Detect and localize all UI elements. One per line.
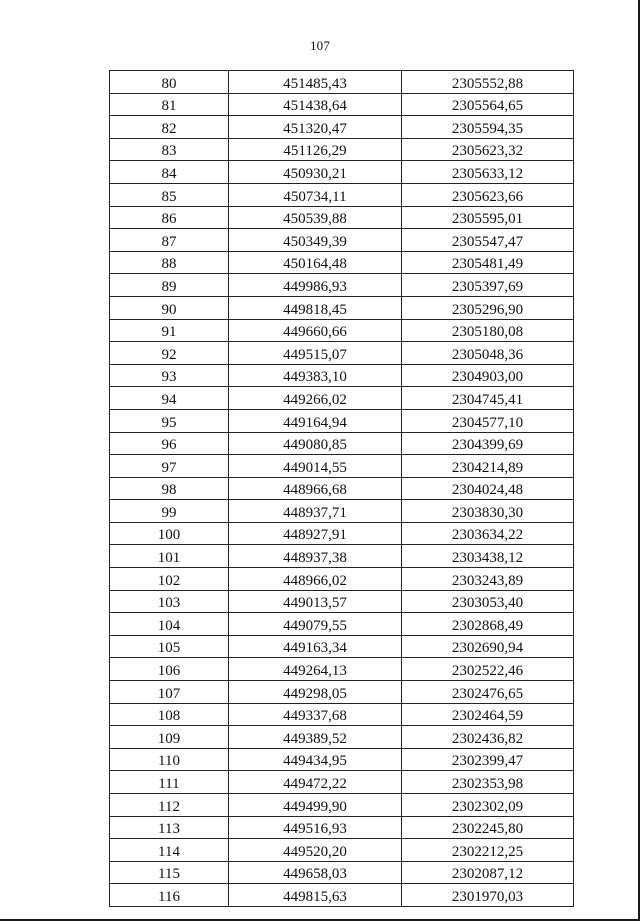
point-number-cell: 83 [110,138,229,161]
coordinate-x-cell: 451320,47 [229,116,402,139]
table-row [110,116,574,139]
coordinate-x-cell: 450734,11 [229,183,402,206]
table-row [110,658,574,681]
coordinate-y-cell: 2305552,88 [402,71,574,94]
table-row [110,229,574,252]
table-row [110,500,574,523]
coordinate-y-cell: 2305623,32 [402,138,574,161]
table-row [110,455,574,478]
coordinate-x-cell: 450349,39 [229,229,402,252]
point-number-cell: 87 [110,229,229,252]
point-number-cell: 81 [110,93,229,116]
coordinate-y-cell: 2302353,98 [402,771,574,794]
coordinate-y-cell: 2305048,36 [402,342,574,365]
coordinate-y-cell: 2304214,89 [402,455,574,478]
coordinate-x-cell: 448937,38 [229,545,402,568]
point-number-cell: 100 [110,522,229,545]
table-row [110,251,574,274]
point-number-cell: 96 [110,432,229,455]
point-number-cell: 112 [110,794,229,817]
table-row [110,296,574,319]
coordinate-y-cell: 2305623,66 [402,183,574,206]
point-number-cell: 110 [110,748,229,771]
coordinate-x-cell: 449079,55 [229,613,402,636]
coordinate-y-cell: 2304024,48 [402,477,574,500]
coordinate-y-cell: 2302087,12 [402,861,574,884]
point-number-cell: 115 [110,861,229,884]
coordinate-y-cell: 2305595,01 [402,206,574,229]
page-number: 107 [309,38,331,53]
point-number-cell: 113 [110,816,229,839]
coordinate-x-cell: 450930,21 [229,161,402,184]
table-row [110,635,574,658]
point-number-cell: 92 [110,342,229,365]
coordinate-x-cell: 449383,10 [229,364,402,387]
coordinate-y-cell: 2305397,69 [402,274,574,297]
table-row [110,839,574,862]
table-row [110,387,574,410]
table-row [110,161,574,184]
coordinate-x-cell: 449658,03 [229,861,402,884]
coordinate-y-cell: 2305180,08 [402,319,574,342]
coordinate-y-cell: 2303053,40 [402,590,574,613]
point-number-cell: 82 [110,116,229,139]
point-number-cell: 89 [110,274,229,297]
point-number-cell: 80 [110,71,229,94]
coordinate-x-cell: 450539,88 [229,206,402,229]
coordinate-x-cell: 449014,55 [229,455,402,478]
coordinate-y-cell: 2305296,90 [402,296,574,319]
table-row [110,613,574,636]
coordinate-x-cell: 449515,07 [229,342,402,365]
coordinate-x-cell: 449266,02 [229,387,402,410]
table-row [110,342,574,365]
table-row [110,364,574,387]
coordinate-x-cell: 448937,71 [229,500,402,523]
point-number-cell: 101 [110,545,229,568]
coordinate-table [109,70,574,907]
table-row [110,183,574,206]
coordinate-y-cell: 2304903,00 [402,364,574,387]
point-number-cell: 90 [110,296,229,319]
coordinate-y-cell: 2302476,65 [402,681,574,704]
coordinate-x-cell: 448927,91 [229,522,402,545]
table-row [110,432,574,455]
coordinate-x-cell: 451485,43 [229,71,402,94]
table-row [110,590,574,613]
coordinate-y-cell: 2301970,03 [402,884,574,907]
coordinate-x-cell: 449337,68 [229,703,402,726]
table-row [110,545,574,568]
table-row [110,703,574,726]
point-number-cell: 86 [110,206,229,229]
point-number-cell: 114 [110,839,229,862]
point-number-cell: 99 [110,500,229,523]
coordinate-x-cell: 448966,02 [229,568,402,591]
table-row [110,681,574,704]
coordinate-x-cell: 449389,52 [229,726,402,749]
table-row [110,319,574,342]
point-number-cell: 97 [110,455,229,478]
point-number-cell: 111 [110,771,229,794]
coordinate-y-cell: 2302464,59 [402,703,574,726]
coordinate-y-cell: 2305481,49 [402,251,574,274]
table-row [110,861,574,884]
coordinate-x-cell: 449815,63 [229,884,402,907]
point-number-cell: 84 [110,161,229,184]
table-row [110,771,574,794]
point-number-cell: 95 [110,409,229,432]
coordinate-x-cell: 449520,20 [229,839,402,862]
coordinate-y-cell: 2303830,30 [402,500,574,523]
table-row [110,206,574,229]
coordinate-y-cell: 2302436,82 [402,726,574,749]
coordinate-x-cell: 449818,45 [229,296,402,319]
coordinate-y-cell: 2303243,89 [402,568,574,591]
point-number-cell: 98 [110,477,229,500]
point-number-cell: 85 [110,183,229,206]
coordinate-x-cell: 450164,48 [229,251,402,274]
coordinate-y-cell: 2304745,41 [402,387,574,410]
table-body [110,71,574,907]
coordinate-x-cell: 449163,34 [229,635,402,658]
table-row [110,274,574,297]
coordinate-x-cell: 449434,95 [229,748,402,771]
point-number-cell: 108 [110,703,229,726]
coordinate-y-cell: 2305564,65 [402,93,574,116]
coordinate-x-cell: 448966,68 [229,477,402,500]
point-number-cell: 94 [110,387,229,410]
table-row [110,409,574,432]
table-row [110,522,574,545]
coordinate-x-cell: 449516,93 [229,816,402,839]
coordinate-y-cell: 2302399,47 [402,748,574,771]
coordinate-y-cell: 2303438,12 [402,545,574,568]
coordinate-x-cell: 449660,66 [229,319,402,342]
coordinate-x-cell: 449264,13 [229,658,402,681]
coordinate-y-cell: 2302245,80 [402,816,574,839]
coordinate-y-cell: 2305633,12 [402,161,574,184]
point-number-cell: 102 [110,568,229,591]
point-number-cell: 88 [110,251,229,274]
table-row [110,726,574,749]
coordinate-y-cell: 2304399,69 [402,432,574,455]
coordinate-y-cell: 2302868,49 [402,613,574,636]
coordinate-x-cell: 449986,93 [229,274,402,297]
point-number-cell: 107 [110,681,229,704]
coordinate-y-cell: 2304577,10 [402,409,574,432]
point-number-cell: 104 [110,613,229,636]
coordinate-x-cell: 449499,90 [229,794,402,817]
coordinate-x-cell: 449164,94 [229,409,402,432]
table-row [110,477,574,500]
coordinate-y-cell: 2302212,25 [402,839,574,862]
point-number-cell: 106 [110,658,229,681]
coordinate-y-cell: 2305594,35 [402,116,574,139]
coordinate-y-cell: 2302522,46 [402,658,574,681]
coordinate-x-cell: 449298,05 [229,681,402,704]
coordinate-x-cell: 451438,64 [229,93,402,116]
point-number-cell: 109 [110,726,229,749]
table-row [110,816,574,839]
point-number-cell: 116 [110,884,229,907]
coordinate-x-cell: 451126,29 [229,138,402,161]
point-number-cell: 105 [110,635,229,658]
table-row [110,884,574,907]
coordinate-y-cell: 2305547,47 [402,229,574,252]
point-number-cell: 93 [110,364,229,387]
coordinate-y-cell: 2302302,09 [402,794,574,817]
point-number-cell: 91 [110,319,229,342]
coordinate-y-cell: 2303634,22 [402,522,574,545]
coordinate-x-cell: 449080,85 [229,432,402,455]
table-row [110,71,574,94]
table-row [110,794,574,817]
table-row [110,138,574,161]
table-row [110,568,574,591]
coordinate-x-cell: 449472,22 [229,771,402,794]
coordinate-y-cell: 2302690,94 [402,635,574,658]
table-row [110,748,574,771]
table-row [110,93,574,116]
coordinate-x-cell: 449013,57 [229,590,402,613]
point-number-cell: 103 [110,590,229,613]
